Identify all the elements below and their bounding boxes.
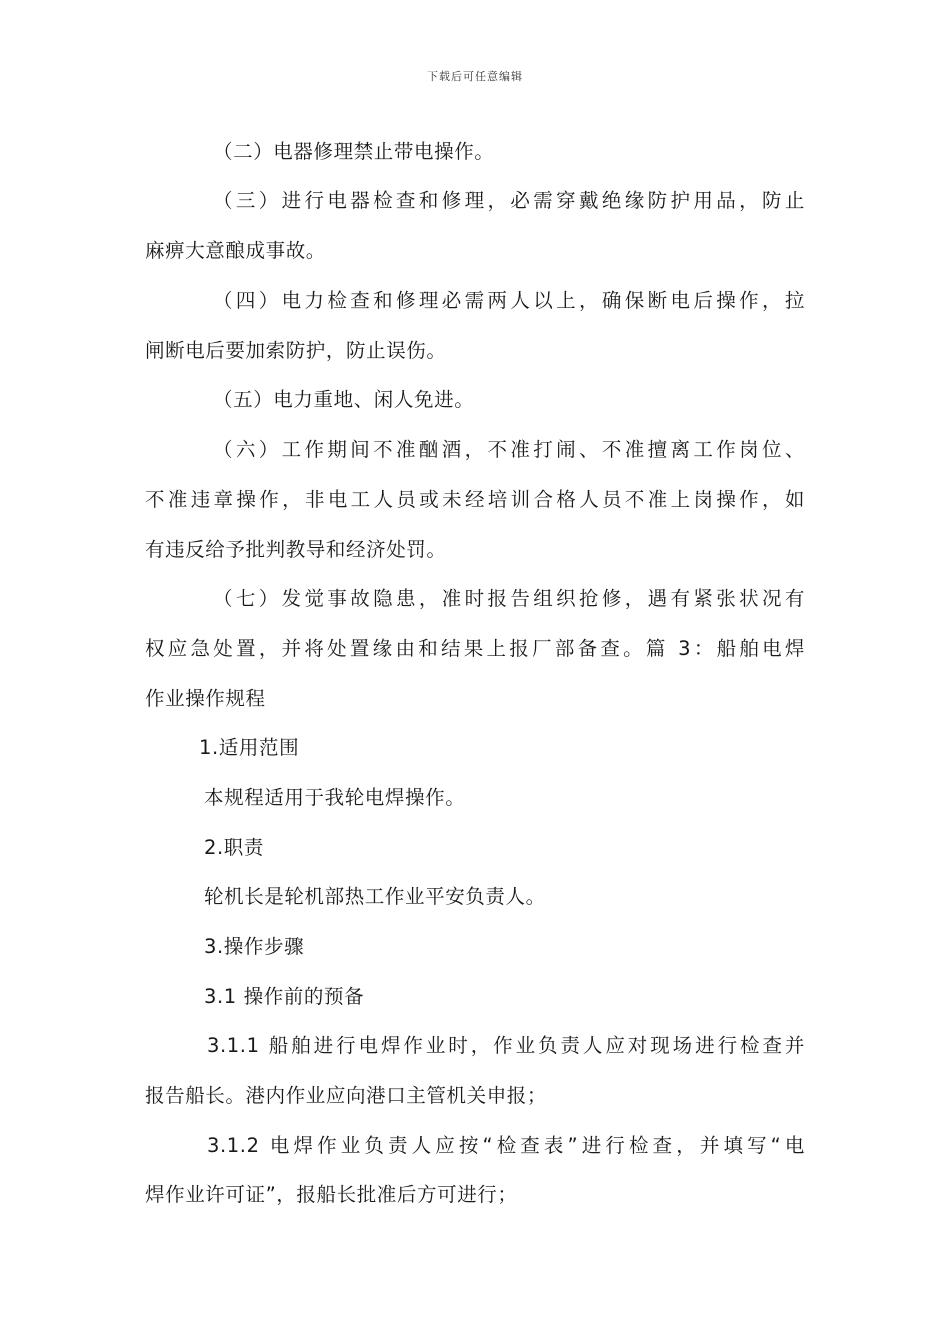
text-line: 3.1.1 船舶进行电焊作业时，作业负责人应对现场进行检查并 bbox=[207, 1034, 805, 1057]
text-line: （二）电器修理禁止带电操作。 bbox=[213, 140, 495, 163]
text-line: （七）发觉事故隐患，准时报告组织抢修，遇有紧张状况有 bbox=[213, 587, 805, 610]
section-heading: 2.职责 bbox=[204, 836, 265, 859]
text-line: 本规程适用于我轮电焊操作。 bbox=[204, 786, 466, 809]
text-line: 不准违章操作，非电工人员或未经培训合格人员不准上岗操作，如 bbox=[145, 488, 805, 511]
text-line: 有违反给予批判教导和经济处罚。 bbox=[145, 538, 447, 561]
text-line: 焊作业许可证”，报船长批准后方可进行； bbox=[145, 1183, 518, 1206]
text-line: 麻痹大意酿成事故。 bbox=[145, 239, 326, 262]
text-line: 3.1.2 电焊作业负责人应按“检查表”进行检查，并填写“电 bbox=[207, 1134, 805, 1157]
text-line: （三）进行电器检查和修理，必需穿戴绝缘防护用品，防止 bbox=[213, 189, 805, 212]
text-line: 轮机长是轮机部热工作业平安负责人。 bbox=[204, 885, 546, 908]
text-line: （五）电力重地、闲人免进。 bbox=[213, 388, 475, 411]
text-line: （四）电力检查和修理必需两人以上，确保断电后操作，拉 bbox=[213, 289, 805, 312]
section-heading: 1.适用范围 bbox=[199, 736, 300, 759]
text-line: 作业操作规程 bbox=[145, 687, 266, 710]
section-heading: 3.操作步骤 bbox=[204, 935, 305, 958]
section-heading: 3.1 操作前的预备 bbox=[204, 985, 365, 1008]
page-header: 下载后可任意编辑 bbox=[427, 70, 523, 83]
text-line: 闸断电后要加索防护，防止误伤。 bbox=[145, 339, 447, 362]
text-line: 报告船长。港内作业应向港口主管机关申报； bbox=[145, 1084, 548, 1107]
text-line: 权应急处置，并将处置缘由和结果上报厂部备查。篇 3：船舶电焊 bbox=[145, 637, 805, 660]
text-line: （六）工作期间不准酗酒，不准打闹、不准擅离工作岗位、 bbox=[213, 438, 805, 461]
